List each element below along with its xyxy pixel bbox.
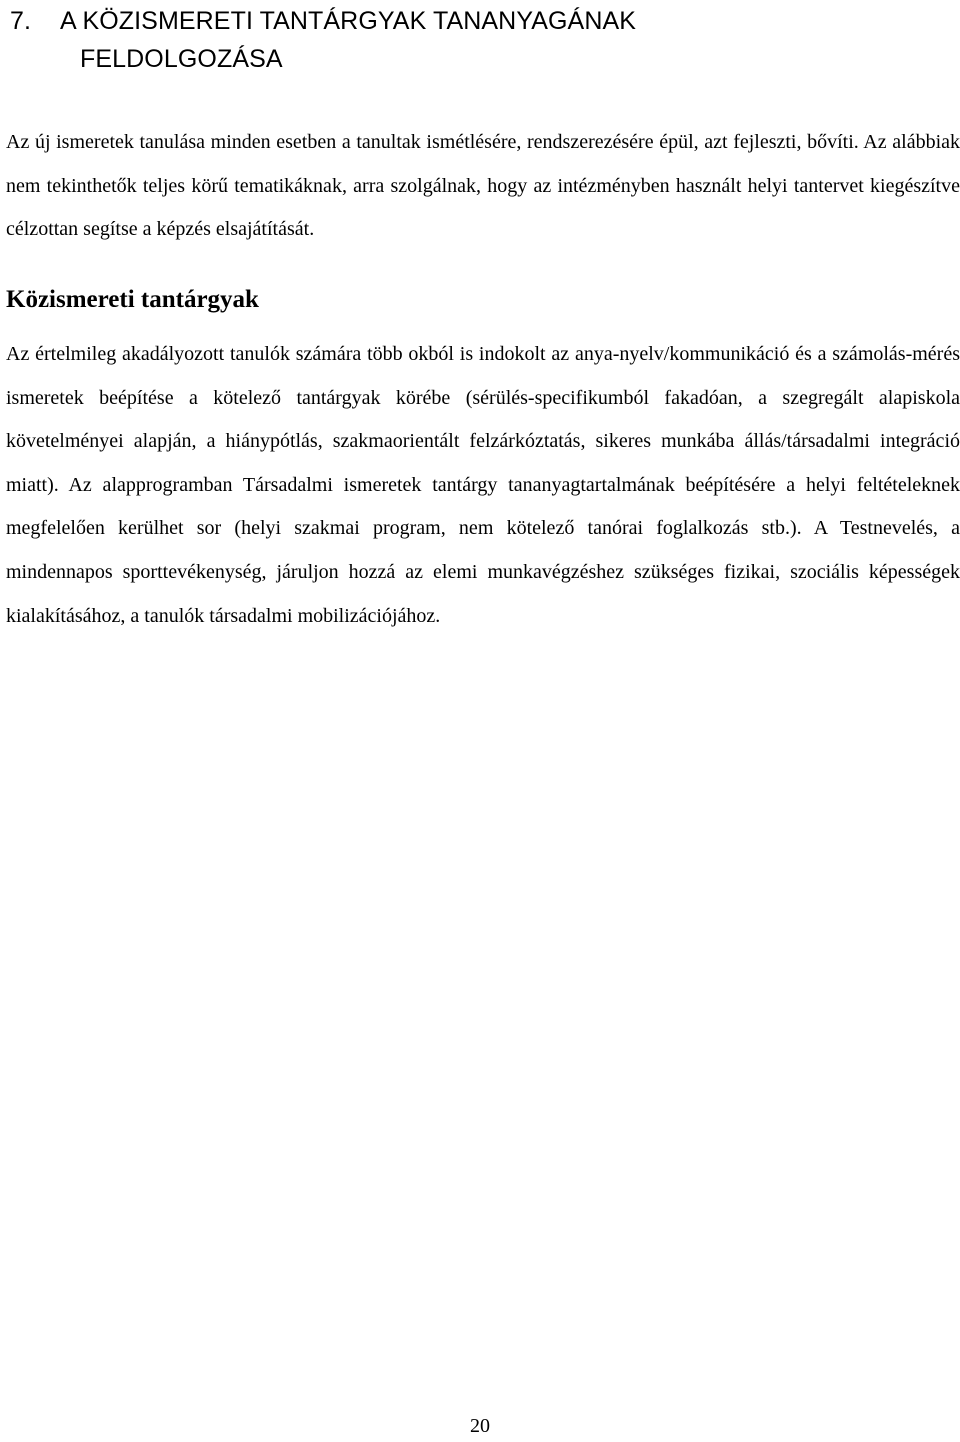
page-number: 20 (470, 1415, 490, 1437)
chapter-number: 7. (10, 7, 32, 35)
chapter-title (10, 2, 950, 78)
intro-paragraph: Az új ismeretek tanulása minden esetben a tanultak ismétlésére, rendszerezésére épül, azt fejleszti, bővíti. Az alábbiak nem tekinthetők teljes körű tematikáknak, arra szolgálnak, hogy az intézményben használt helyi tantervet kiegészítve célzottan segítse a képzés elsajátítását. (6, 131, 960, 241)
section-paragraph: Az értelmileg akadályozott tanulók számára több okból is indokolt az anya-nyelv/kommunikáció és a számolás-mérés ismeretek beépítése a kötelező tantárgyak körébe (sérülés-specifikumból fakadóan, a szegregált alapiskola követelményei alapján, a hiánypótlás, szakmaorientált felzárkóztatás, sikeres munkába állás/társadalmi integráció miatt). Az alapprogramban Társadalmi ismeretek tantárgy tananyagtartalmának beépítésére a helyi feltételeknek megfelelően kerülhet sor (helyi szakmai program, nem kötelező tanórai foglalkozás stb.). A Testnevelés, a mindennapos sporttevékenység, járuljon hozzá az elemi munkavégzéshez szükséges fizikai, szociális képességek kialakításához, a tanulók társadalmi mobilizációjához. (6, 343, 960, 627)
section-heading: Közismereti tantárgyak (6, 286, 259, 313)
chapter-title-line1: A KÖZISMERETI TANTÁRGYAK TANANYAGÁNAK (60, 7, 637, 35)
chapter-title-line2: FELDOLGOZÁSA (80, 45, 283, 73)
